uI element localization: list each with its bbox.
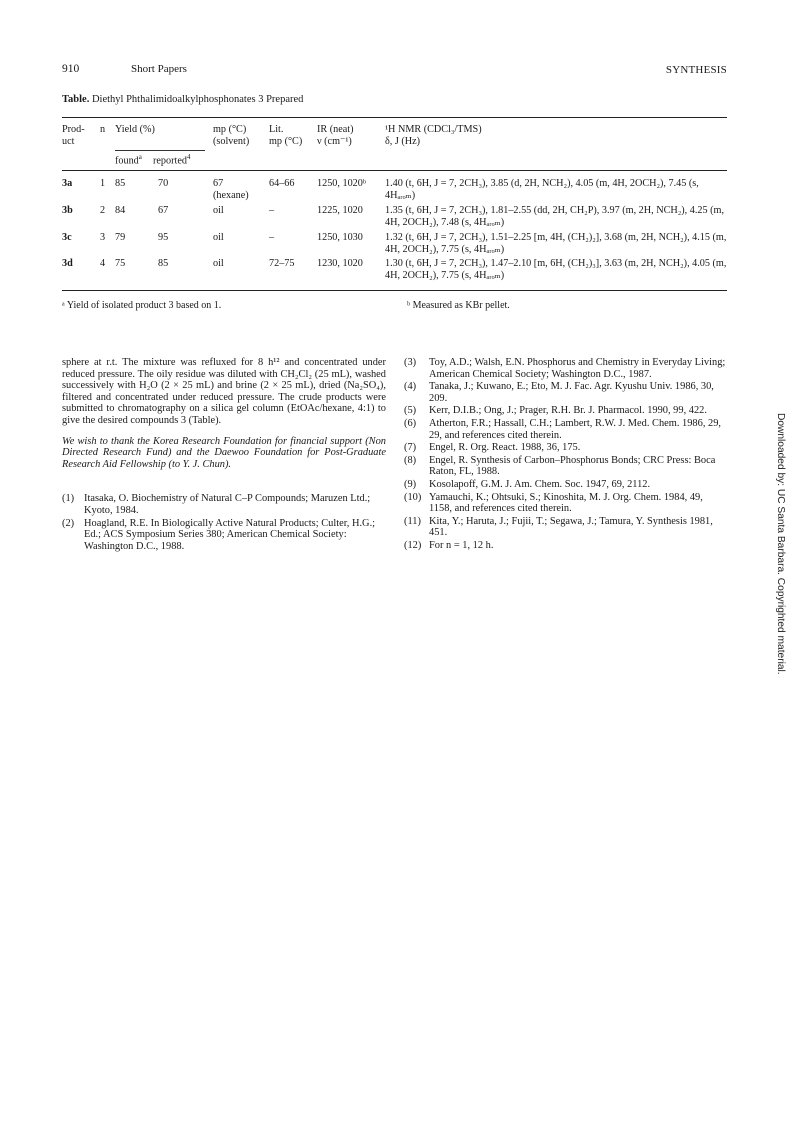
acknowledgement: We wish to thank the Korea Research Foundation for financial support (Non Directed Research Fund) and the Daewoo Foundation for Post-Graduate Research Aid Fellowship (to Y. J. Chun). — [62, 435, 386, 470]
reference-item: (5) Kerr, D.I.B.; Ong, J.; Prager, R.H. Br. J. Pharmacol. 1990, 99, 422. — [404, 405, 707, 417]
right-column — [404, 357, 728, 553]
page-number: 910 — [62, 63, 80, 75]
col-header-found: found$^a$ — [115, 153, 142, 167]
cell-nmr: 1.32 (t, 6H, J = 7, 2CH₃), 1.51–2.25 [m, 4H, (CH₂)₂], 3.68 (m, 2H, NCH₂), 4.15 (m, 4H, 2OCH₂), 7.75 (s, 4Hₐᵣₒₘ) — [385, 232, 727, 255]
cell-nmr: 1.30 (t, 6H, J = 7, 2CH₃), 1.47–2.10 [m, 6H, (CH₂)₃], 3.63 (m, 2H, NCH₂), 4.05 (m, 4H, 2OCH₂), 7.75 (s, 4Hₐᵣₒₘ) — [385, 258, 727, 281]
table-caption-label: Table. — [62, 94, 90, 105]
cell-lit: – — [269, 232, 275, 243]
yield-header-rule — [115, 150, 205, 151]
table-header-rule — [62, 170, 727, 171]
reference-list-left — [62, 493, 386, 552]
cell-found: 85 — [115, 178, 126, 189]
cell-ir: 1250, 1030 — [317, 232, 363, 243]
cell-n: 3 — [100, 232, 106, 243]
cell-mp: oil — [213, 205, 224, 216]
cell-reported: 67 — [158, 205, 169, 216]
cell-mp: 67 (hexane) — [213, 178, 249, 201]
cell-product: 3c — [62, 232, 72, 243]
cell-ir: 1250, 1020ᵇ — [317, 178, 366, 189]
left-column — [62, 357, 386, 553]
cell-ir: 1225, 1020 — [317, 205, 363, 216]
cell-mp: oil — [213, 232, 224, 243]
cell-found: 75 — [115, 258, 126, 269]
reference-item: (11) Kita, Y.; Haruta, J.; Fujii, T.; Segawa, J.; Tamura, Y. Synthesis 1981, 451. — [404, 515, 713, 539]
experimental-paragraph: sphere at r.t. The mixture was refluxed for 8 h¹² and concentrated under reduced pressure. The oily residue was diluted with CH₂Cl₂ (25 mL), washed successively with H₂O (2 × 25 mL) and brine (2 × 25 mL), dried (Na₂SO₄), filtered and concentrated under reduced pressure. The crude products were submitted to chromatography on a silica gel column (EtOAc/hexane, 4:1) to give the desired compounds 3 (Table). — [62, 357, 386, 426]
reference-item: (8) Engel, R. Synthesis of Carbon–Phosphorus Bonds; CRC Press: Boca Raton, FL, 1988. — [404, 454, 716, 478]
cell-n: 4 — [100, 258, 106, 269]
col-header-product: Prod- uct — [62, 124, 85, 147]
col-header-yield: Yield (%) — [115, 124, 155, 135]
table-top-rule — [62, 117, 727, 118]
cell-lit: – — [269, 205, 275, 216]
table-row — [0, 258, 795, 292]
cell-reported: 70 — [158, 178, 169, 189]
cell-product: 3b — [62, 205, 73, 216]
cell-lit: 64–66 — [269, 178, 295, 189]
reference-item: (9) Kosolapoff, G.M. J. Am. Chem. Soc. 1947, 69, 2112. — [404, 478, 651, 490]
reference-item: (4) Tanaka, J.; Kuwano, E.; Eto, M. J. Fac. Agr. Kyushu Univ. 1986, 30, 209. — [404, 381, 714, 404]
table-footnote-a: ᵃ Yield of isolated product 3 based on 1. — [62, 300, 222, 311]
table-caption — [62, 94, 303, 105]
reference-item: (2) Hoagland, R.E. In Biologically Active Natural Products; Culter, H.G.; Ed.; ACS Symposium Series 380; American Chemical Society: Washington D.C., 1988. — [62, 517, 376, 552]
cell-lit: 72–75 — [269, 258, 295, 269]
journal-name: SYNTHESIS — [665, 64, 727, 76]
reference-item: (10) Yamauchi, K.; Ohtsuki, S.; Kinoshita, M. J. Org. Chem. 1984, 49, 1158, and references cited therein. — [404, 491, 703, 515]
reference-item: (6) Atherton, F.R.; Hassall, C.H.; Lambert, R.W. J. Med. Chem. 1986, 29, 29, and references cited therein. — [404, 417, 722, 441]
reference-item: (12) For n = 1, 12 h. — [404, 539, 494, 551]
col-header-ir: IR (neat) ν (cm⁻¹) — [317, 124, 354, 147]
table-caption-text: Diethyl Phthalimidoalkylphosphonates 3 Prepared — [89, 94, 304, 105]
reference-item: (3) Toy, A.D.; Walsh, E.N. Phosphorus and Chemistry in Everyday Living; American Chemical Society; Washington D.C., 1987. — [404, 357, 726, 380]
cell-ir: 1230, 1020 — [317, 258, 363, 269]
cell-n: 1 — [100, 178, 106, 189]
cell-mp: oil — [213, 258, 224, 269]
cell-n: 2 — [100, 205, 106, 216]
reference-item: (1) Itasaka, O. Biochemistry of Natural C–P Compounds; Maruzen Ltd.; Kyoto, 1984. — [62, 493, 371, 516]
col-header-nmr: ¹H NMR (CDCl₃/TMS) δ, J (Hz) — [385, 124, 482, 147]
running-title: Short Papers — [131, 63, 187, 75]
reference-item: (7) Engel, R. Org. React. 1988, 36, 175. — [404, 442, 581, 454]
cell-nmr: 1.35 (t, 6H, J = 7, 2CH₃), 1.81–2.55 (dd, 2H, CH₂P), 3.97 (m, 2H, NCH₂), 4.25 (m, 4H, 2OCH₂), 7.48 (s, 4Hₐᵣₒₘ) — [385, 205, 724, 228]
cell-reported: 95 — [158, 232, 169, 243]
reference-list-right — [404, 357, 728, 552]
col-header-reported: reported$^4$ — [153, 153, 191, 167]
cell-reported: 85 — [158, 258, 169, 269]
cell-found: 79 — [115, 232, 126, 243]
col-header-mp: mp (°C) (solvent) — [213, 124, 250, 147]
col-header-lit: Lit. mp (°C) — [269, 124, 303, 147]
col-header-n: n — [100, 124, 106, 135]
table-footnote-b: ᵇ Measured as KBr pellet. — [407, 300, 510, 311]
cell-product: 3a — [62, 178, 73, 189]
cell-product: 3d — [62, 258, 73, 269]
download-watermark: Downloaded by: UC Santa Barbara. Copyrighted material. — [775, 413, 786, 675]
cell-nmr: 1.40 (t, 6H, J = 7, 2CH₃), 3.85 (d, 2H, NCH₂), 4.05 (m, 4H, 2OCH₂), 7.45 (s, 4Hₐᵣₒₘ) — [385, 178, 699, 201]
table-bottom-rule — [62, 290, 727, 291]
cell-found: 84 — [115, 205, 126, 216]
